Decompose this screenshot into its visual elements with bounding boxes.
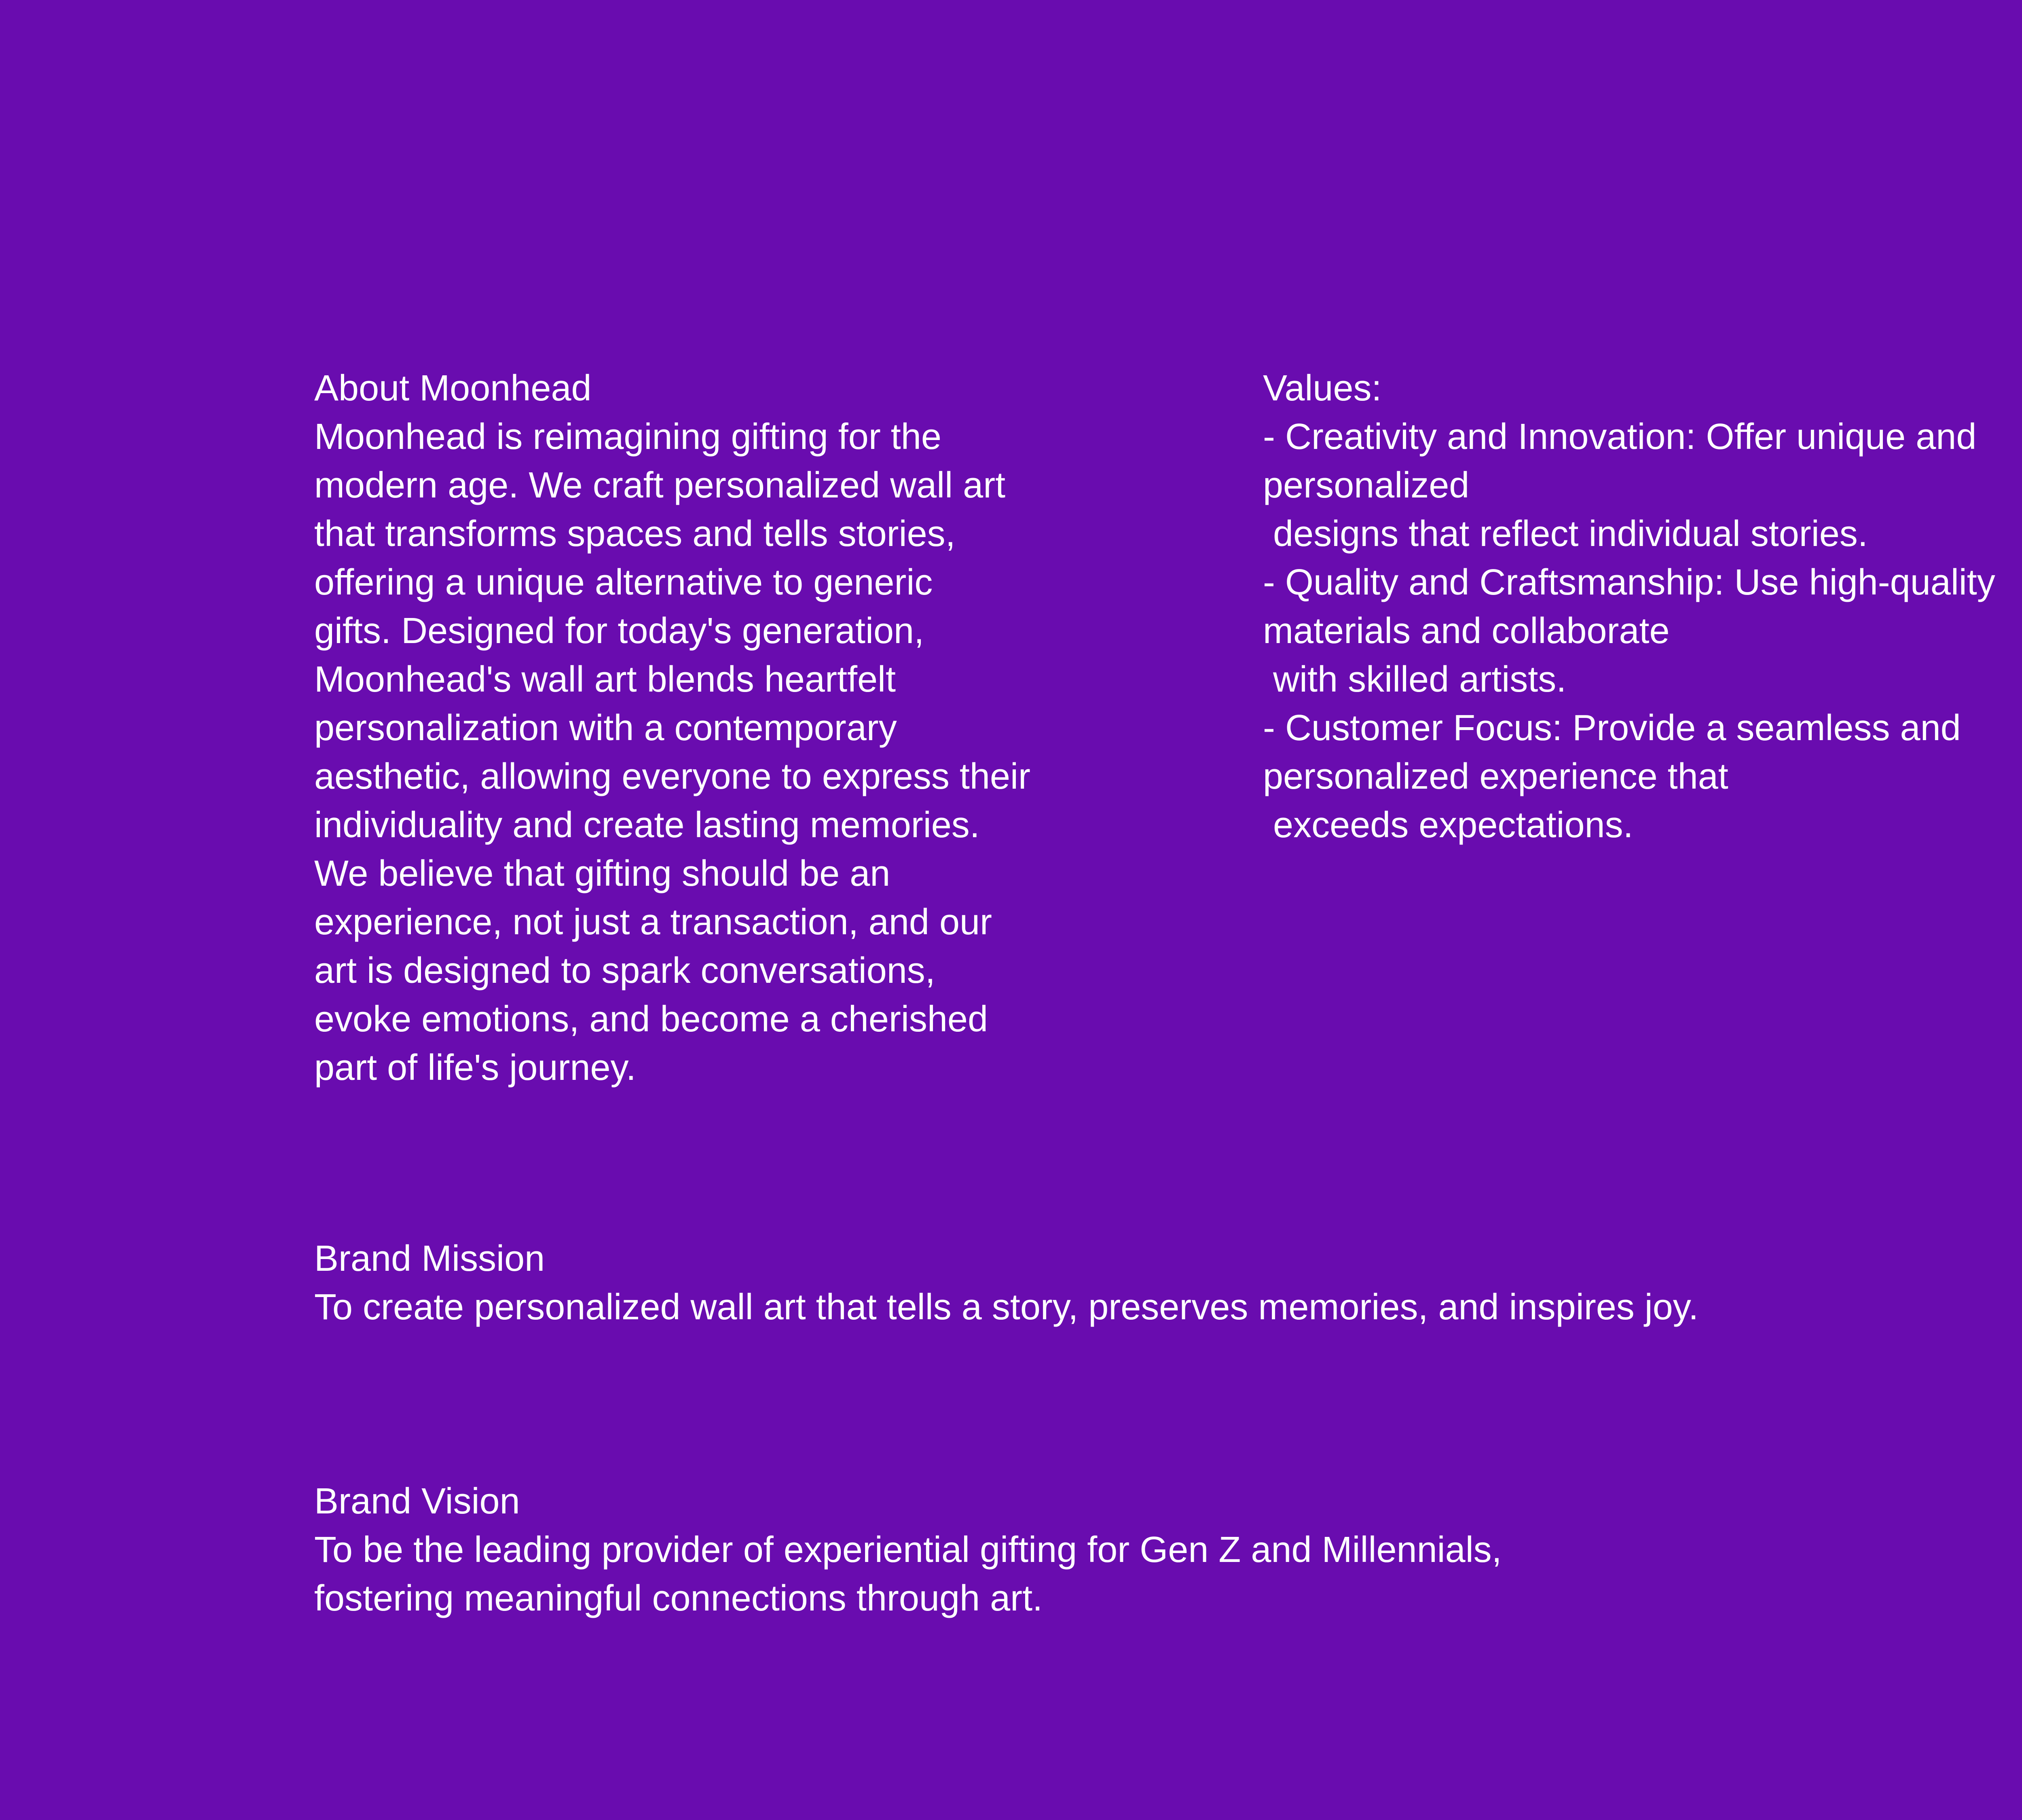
about-line: evoke emotions, and become a cherished <box>314 999 988 1039</box>
about-line: aesthetic, allowing everyone to express their <box>314 756 1030 797</box>
about-line: individuality and create lasting memories. <box>314 805 980 845</box>
about-line: part of life's journey. <box>314 1048 636 1088</box>
values-section <box>1263 364 2022 849</box>
values-line: - Creativity and Innovation: Offer unique and <box>1263 417 1977 457</box>
values-line: personalized <box>1263 465 1470 506</box>
brand-mission-title: Brand Mission <box>314 1238 545 1279</box>
brand-vision-title: Brand Vision <box>314 1481 520 1522</box>
brand-vision-line: fostering meaningful connections through art. <box>314 1578 1043 1619</box>
about-line: We believe that gifting should be an <box>314 853 890 894</box>
brand-vision-line: To be the leading provider of experiential gifting for Gen Z and Millennials, <box>314 1530 1502 1570</box>
about-line: modern age. We craft personalized wall art <box>314 465 1006 506</box>
about-line: gifts. Designed for today's generation, <box>314 611 924 651</box>
about-line: personalization with a contemporary <box>314 708 897 748</box>
about-line: offering a unique alternative to generic <box>314 562 933 603</box>
about-line: Moonhead's wall art blends heartfelt <box>314 659 896 700</box>
values-line: - Quality and Craftsmanship: Use high-quality <box>1263 562 1995 603</box>
values-line: designs that reflect individual stories. <box>1263 514 1868 554</box>
brand-mission-section <box>314 1234 2022 1331</box>
values-line: materials and collaborate <box>1263 611 1670 651</box>
about-line: experience, not just a transaction, and our <box>314 902 992 942</box>
values-line: with skilled artists. <box>1263 659 1567 700</box>
about-title: About Moonhead <box>314 368 592 408</box>
values-line: exceeds expectations. <box>1263 805 1633 845</box>
brand-mission-line: To create personalized wall art that tells a story, preserves memories, and inspires joy. <box>314 1287 1699 1327</box>
about-line: that transforms spaces and tells stories, <box>314 514 956 554</box>
about-section <box>314 364 1123 1092</box>
brand-vision-section <box>314 1477 2022 1623</box>
values-line: - Customer Focus: Provide a seamless and <box>1263 708 1961 748</box>
values-line: personalized experience that <box>1263 756 1728 797</box>
values-title: Values: <box>1263 368 1382 408</box>
about-line: Moonhead is reimagining gifting for the <box>314 417 941 457</box>
about-line: art is designed to spark conversations, <box>314 950 935 991</box>
